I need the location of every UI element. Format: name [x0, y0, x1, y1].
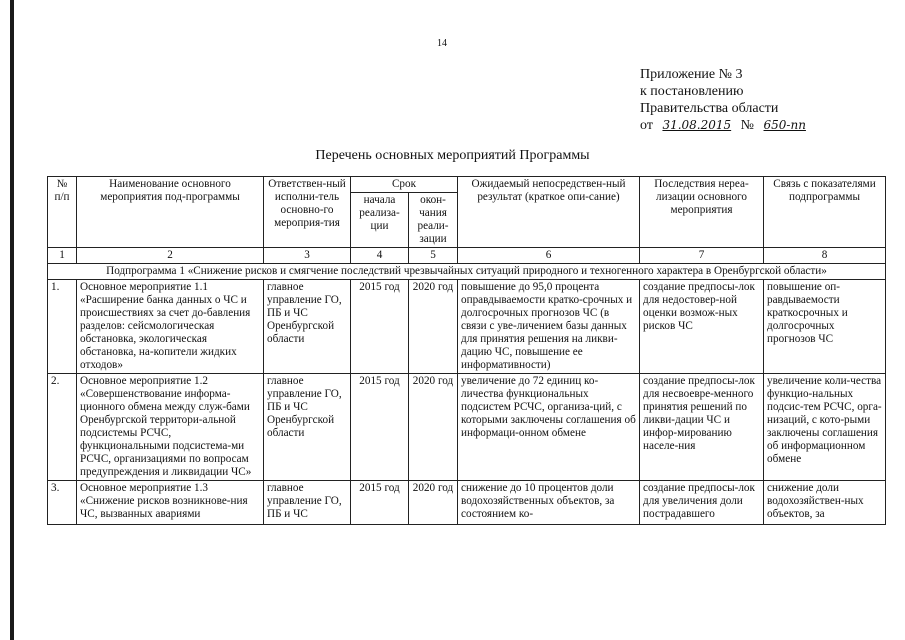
column-number: 6 [458, 248, 640, 264]
row-link: увеличение коли-чества функцио-нальных подсис-тем РСЧС, орга-низаций, с кото-рыми заключены соглашения об информационном обмене [764, 374, 886, 481]
page-binding-edge [10, 0, 14, 640]
row-end: 2020 год [409, 374, 458, 481]
document-title: Перечень основных мероприятий Программы [315, 148, 590, 163]
row-end: 2020 год [409, 280, 458, 374]
appendix-header [640, 66, 812, 134]
measures-table [47, 176, 886, 525]
column-number-row [48, 248, 886, 264]
row-link: снижение доли водохозяйствен-ных объектов, за [764, 481, 886, 525]
column-number: 5 [409, 248, 458, 264]
appendix-line-3: Правительства области [640, 101, 779, 116]
row-executor: главное управление ГО, ПБ и ЧС [264, 481, 351, 525]
table-row [48, 374, 886, 481]
row-consequences: создание предпосы-лок для увеличения доли пострадавшего [640, 481, 764, 525]
header-num: № п/п [48, 177, 77, 248]
appendix-line-1: Приложение № 3 [640, 67, 743, 82]
row-num: 1. [48, 280, 77, 374]
row-num: 3. [48, 481, 77, 525]
page-number: 14 [437, 38, 447, 49]
table-row [48, 280, 886, 374]
row-name: Основное мероприятие 1.2 «Совершенствование информа-ционного обмена между служ-бами Оренбургской территори-альной подсистемы РСЧС, функциональными подсистема-ми РСЧС, организациями по вопросам предупреждения и ликвидации ЧС» [77, 374, 264, 481]
column-number: 7 [640, 248, 764, 264]
header-start: начала реализа-ции [351, 193, 409, 248]
header-row-1 [48, 177, 886, 193]
row-consequences: создание предпосы-лок для недостовер-ной оценки возмож-ных рисков ЧС [640, 280, 764, 374]
row-result: снижение до 10 процентов доли водохозяйственных объектов, за состоянием ко- [458, 481, 640, 525]
column-number: 3 [264, 248, 351, 264]
header-name: Наименование основного мероприятия под-программы [77, 177, 264, 248]
row-start: 2015 год [351, 280, 409, 374]
column-number: 1 [48, 248, 77, 264]
header-end: окон-чания реали-зации [409, 193, 458, 248]
row-executor: главное управление ГО, ПБ и ЧС Оренбургской области [264, 280, 351, 374]
column-number: 2 [77, 248, 264, 264]
header-executor: Ответствен-ный исполни-тель основно-го мероприя-тия [264, 177, 351, 248]
row-end: 2020 год [409, 481, 458, 525]
row-result: увеличение до 72 единиц ко-личества функциональных подсистем РСЧС, организа-ций, с которыми заключены соглашения об информаци-онном обмене [458, 374, 640, 481]
appendix-line-2: к постановлению [640, 84, 744, 99]
header-result: Ожидаемый непосредствен-ный результат (краткое опи-сание) [458, 177, 640, 248]
row-result: повышение до 95,0 процента оправдываемости кратко-срочных и долгосрочных прогнозов ЧС (в связи с уве-личением базы данных для принятия решения на ликви-дацию ЧС, повышение ее информативности) [458, 280, 640, 374]
date-prefix: от [640, 118, 653, 133]
row-start: 2015 год [351, 374, 409, 481]
row-link: повышение оп-равдываемости краткосрочных и долгосрочных прогнозов ЧС [764, 280, 886, 374]
column-number: 4 [351, 248, 409, 264]
row-num: 2. [48, 374, 77, 481]
subprogram-row [48, 264, 886, 280]
handwritten-date: 31.08.2015 [662, 118, 732, 132]
row-name: Основное мероприятие 1.3 «Снижение рисков возникнове-ния ЧС, вызванных авариями [77, 481, 264, 525]
handwritten-number: 650-пп [763, 118, 806, 132]
number-prefix: № [740, 118, 755, 133]
appendix-date-line [640, 117, 812, 134]
row-consequences: создание предпосы-лок для несвоевре-менного принятия решений по ликви-дации ЧС и инфор-мированию населе-ния [640, 374, 764, 481]
header-consequences: Последствия нереа-лизации основного мероприятия [640, 177, 764, 248]
header-link: Связь с показателями подпрограммы [764, 177, 886, 248]
row-executor: главное управление ГО, ПБ и ЧС Оренбургской области [264, 374, 351, 481]
row-start: 2015 год [351, 481, 409, 525]
column-number: 8 [764, 248, 886, 264]
row-name: Основное мероприятие 1.1 «Расширение банка данных о ЧС и происшествиях за счет до-бавления разделов: сейсмологическая обстановка, экологическая обстановка, на-копители жидких отходов» [77, 280, 264, 374]
subprogram-title: Подпрограмма 1 «Снижение рисков и смягчение последствий чрезвычайных ситуаций природного и техногенного характера в Оренбургской области» [48, 264, 886, 280]
header-term: Срок [351, 177, 458, 193]
table-row [48, 481, 886, 525]
